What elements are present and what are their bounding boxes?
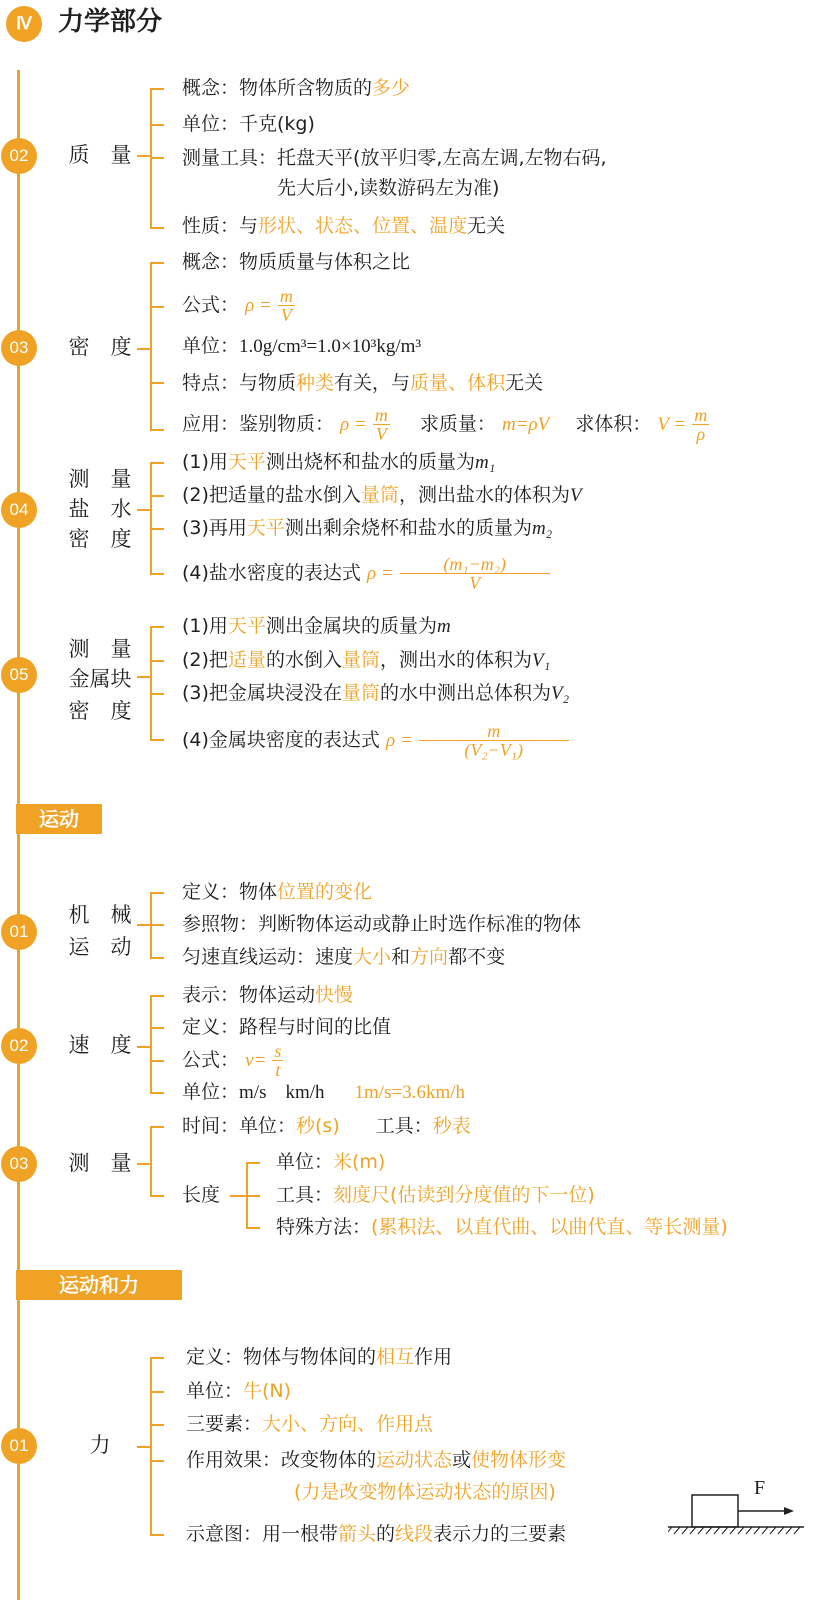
category-label: 测 量 xyxy=(68,1151,132,1175)
metal-step-3: (3)把金属块浸没在量筒的水中测出总体积为V₂ xyxy=(182,682,570,704)
connector xyxy=(150,1092,164,1094)
connector xyxy=(150,1424,164,1426)
item-number: 01 xyxy=(1,914,37,950)
connector xyxy=(150,626,164,628)
category-label: 运 动 xyxy=(68,935,132,959)
brine-step-1: (1)用天平测出烧杯和盐水的质量为m₁ xyxy=(182,451,496,473)
metal-step-1: (1)用天平测出金属块的质量为m xyxy=(182,615,451,637)
bracket xyxy=(150,626,152,740)
length-tool: 工具：刻度尺(估读到分度值的下一位) xyxy=(276,1184,595,1206)
connector xyxy=(150,262,164,264)
mass-tool-cont: 先大后小,读数游码左为准) xyxy=(277,177,500,199)
bracket xyxy=(150,462,152,574)
block-shape xyxy=(692,1495,738,1527)
connector xyxy=(150,995,164,997)
connector xyxy=(150,429,164,431)
connector xyxy=(150,924,164,926)
speed-unit: 单位：m/s km/h 1m/s=3.6km/h xyxy=(182,1081,466,1103)
connector xyxy=(150,1357,164,1359)
connector xyxy=(230,1195,247,1197)
metal-step-4: (4)金属块密度的表达式 ρ = $\frac{m}{\text{(V₂−V₁)}}$ xyxy=(182,715,569,765)
measure-time: 时间：单位：秒(s) 工具：秒表 xyxy=(182,1115,471,1137)
force-effect-note: (力是改变物体运动状态的原因) xyxy=(294,1481,556,1503)
category-label: 盐 水 xyxy=(68,497,132,521)
section-badge: Ⅳ xyxy=(6,6,42,42)
connector xyxy=(150,892,164,894)
connector xyxy=(150,739,164,741)
speed-formula: 公式： v= $\frac{s}{t}$ xyxy=(182,1041,282,1080)
metal-step-2: (2)把适量的水倒入量筒，测出水的体积为V₁ xyxy=(182,649,551,671)
force-unit: 单位：牛(N) xyxy=(186,1380,292,1402)
connector xyxy=(150,462,164,464)
brine-step-3: (3)再用天平测出剩余烧杯和盐水的质量为m₂ xyxy=(182,517,553,539)
connector xyxy=(246,1162,260,1164)
connector xyxy=(150,157,164,159)
item-number: 01 xyxy=(1,1428,37,1464)
category-label: 密 度 xyxy=(68,335,132,359)
density-formula: 公式： ρ = $\frac{m}{V}$ xyxy=(182,286,293,325)
length-unit: 单位：米(m) xyxy=(276,1151,386,1173)
connector xyxy=(150,124,164,126)
section-band-motion: 运动 xyxy=(16,804,102,834)
item-number: 05 xyxy=(1,657,37,693)
connector xyxy=(150,957,164,959)
mass-unit: 单位：千克(kg) xyxy=(182,113,315,135)
mass-property: 性质：与形状、状态、位置、温度无关 xyxy=(182,215,506,237)
force-three-elements: 三要素：大小、方向、作用点 xyxy=(186,1413,434,1435)
force-arrow-head xyxy=(784,1507,794,1515)
brine-step-4: (4)盐水密度的表达式 ρ = $\frac{\text{(m₁−m₂)}}{V}$ xyxy=(182,550,550,596)
ground-hatching xyxy=(668,1527,800,1534)
connector xyxy=(150,1460,164,1462)
force-diagram-text: 示意图：用一根带箭头的线段表示力的三要素 xyxy=(186,1523,567,1545)
density-unit: 单位：1.0g/cm³=1.0×10³kg/m³ xyxy=(182,335,422,357)
measure-length: 长度 xyxy=(182,1184,221,1206)
bracket xyxy=(150,995,152,1093)
bracket xyxy=(150,1357,152,1535)
page-title: 力学部分 xyxy=(58,7,163,37)
force-label: F xyxy=(754,1477,766,1499)
connector xyxy=(150,382,164,384)
connector xyxy=(150,306,164,308)
mech-reference: 参照物：判断物体运动或静止时选作标准的物体 xyxy=(182,913,582,935)
category-label: 质 量 xyxy=(68,143,132,167)
section-band-force: 运动和力 xyxy=(16,1270,182,1300)
item-number: 03 xyxy=(1,330,37,366)
bracket xyxy=(150,1126,152,1196)
mass-tool: 测量工具：托盘天平(放平归零,左高左调,左物右码, xyxy=(182,147,607,169)
connector xyxy=(150,528,164,530)
category-label: 测 量 xyxy=(68,637,132,661)
item-number: 02 xyxy=(1,1028,37,1064)
connector xyxy=(246,1227,260,1229)
density-use: 应用：鉴别物质： ρ = $\frac{m}{V}$ 求质量： m=ρV 求体积： V = $\frac{m}{\rho}$ xyxy=(182,405,708,444)
connector xyxy=(150,1391,164,1393)
timeline-spine xyxy=(17,70,20,1600)
length-special: 特殊方法：(累积法、以直代曲、以曲代直、等长测量) xyxy=(276,1216,728,1238)
connector xyxy=(150,1126,164,1128)
category-label: 测 量 xyxy=(68,467,132,491)
speed-definition: 定义：路程与时间的比值 xyxy=(182,1016,392,1038)
connector xyxy=(150,227,164,229)
mech-definition: 定义：物体位置的变化 xyxy=(182,881,373,903)
connector xyxy=(246,1195,260,1197)
speed-represent: 表示：物体运动快慢 xyxy=(182,984,354,1006)
bracket xyxy=(150,262,152,430)
connector xyxy=(150,660,164,662)
density-feature: 特点：与物质种类有关，与质量、体积无关 xyxy=(182,372,544,394)
connector xyxy=(150,573,164,575)
force-diagram xyxy=(668,1468,808,1548)
category-label: 机 械 xyxy=(68,903,132,927)
connector xyxy=(150,1534,164,1536)
brine-step-2: (2)把适量的盐水倒入量筒，测出盐水的体积为V xyxy=(182,484,582,506)
category-label: 金属块 xyxy=(68,667,132,691)
connector xyxy=(150,1195,164,1197)
category-label: 力 xyxy=(89,1433,111,1457)
category-label: 速 度 xyxy=(68,1033,132,1057)
mech-uniform: 匀速直线运动：速度大小和方向都不变 xyxy=(182,946,506,968)
connector xyxy=(150,88,164,90)
density-concept: 概念：物质质量与体积之比 xyxy=(182,251,411,273)
category-label: 密 度 xyxy=(68,699,132,723)
connector xyxy=(150,1027,164,1029)
connector xyxy=(150,495,164,497)
force-definition: 定义：物体与物体间的相互作用 xyxy=(186,1346,453,1368)
item-number: 03 xyxy=(1,1146,37,1182)
mass-concept: 概念：物体所含物质的多少 xyxy=(182,77,411,99)
item-number: 02 xyxy=(1,138,37,174)
connector xyxy=(150,693,164,695)
connector xyxy=(150,1060,164,1062)
force-effect: 作用效果：改变物体的运动状态或使物体形变 xyxy=(186,1449,567,1471)
category-label: 密 度 xyxy=(68,527,132,551)
item-number: 04 xyxy=(1,492,37,528)
